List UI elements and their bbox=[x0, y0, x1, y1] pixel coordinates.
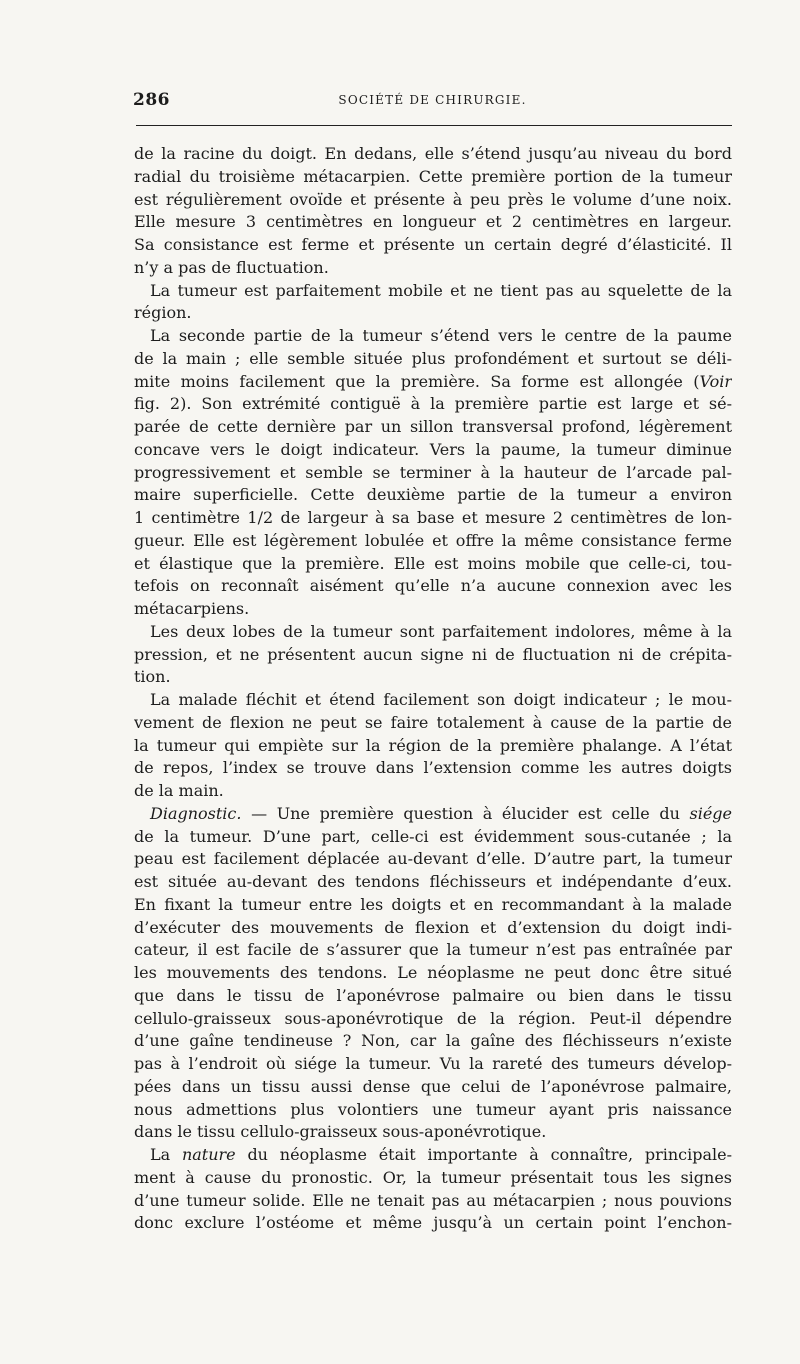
text-line: et élastique que la première. Elle est moins mobile que celle-ci, tou- bbox=[134, 553, 732, 573]
text-line: les mouvements des tendons. Le néoplasme ne peut donc être situé bbox=[134, 963, 732, 982]
text-line: dans le tissu cellulo-graisseux sous-aponévrotique. bbox=[134, 1122, 547, 1142]
text-line: La malade fléchit et étend facilement son doigt indicateur ; le mou- bbox=[150, 690, 732, 709]
text-line: n’y a pas de fluctuation. bbox=[134, 257, 329, 277]
text-line: 1 centimètre 1/2 de largeur à sa base et mesure 2 centimètres de lon- bbox=[134, 508, 732, 527]
page-number: 286 bbox=[133, 90, 170, 110]
text-line: de la main ; elle semble située plus profondément et surtout se déli- bbox=[134, 348, 732, 368]
text-line: parée de cette dernière par un sillon transversal profond, légèrement bbox=[134, 417, 732, 436]
text-line: radial du troisième métacarpien. Cette première portion de la tumeur bbox=[134, 166, 732, 186]
text-line: pas à l’endroit où siége la tumeur. Vu la rareté des tumeurs dévelop- bbox=[134, 1054, 732, 1073]
text-line: vement de flexion ne peut se faire totalement à cause de la partie de bbox=[134, 712, 732, 732]
paragraph bbox=[134, 280, 732, 326]
paragraph bbox=[134, 621, 732, 689]
text-line: d’une tumeur solide. Elle ne tenait pas au métacarpien ; nous pouvions bbox=[134, 1190, 732, 1210]
text-segment: La bbox=[150, 1145, 182, 1164]
text-line: Elle mesure 3 centimètres en longueur et 2 centimètres en largeur. bbox=[134, 212, 732, 232]
paragraph bbox=[134, 143, 732, 280]
text-segment: du néoplasme était importante à connaître, principale- bbox=[235, 1145, 732, 1164]
text-line: tion. bbox=[134, 667, 171, 687]
text-line: Sa consistance est ferme et présente un certain degré d’élasticité. Il bbox=[134, 235, 732, 254]
text-line: La tumeur est parfaitement mobile et ne tient pas au squelette de la bbox=[150, 280, 732, 300]
text-line bbox=[134, 803, 732, 826]
italic-diagnostic: Diagnostic. bbox=[150, 803, 242, 823]
text-line: est située au-devant des tendons fléchisseurs et indépendante d’eux. bbox=[134, 872, 732, 891]
text-line: gueur. Elle est légèrement lobulée et offre la même consistance ferme bbox=[134, 530, 732, 550]
text-line bbox=[134, 371, 732, 394]
text-line: Les deux lobes de la tumeur sont parfaitement indolores, même à la bbox=[150, 621, 732, 641]
paragraph bbox=[134, 803, 732, 1144]
text-line: d’une gaîne tendineuse ? Non, car la gaîne des fléchisseurs n’existe bbox=[134, 1031, 732, 1051]
paragraph bbox=[134, 1144, 732, 1235]
text-line: de la main. bbox=[134, 781, 224, 800]
text-line: fig. 2). Son extrémité contiguë à la première partie est large et sé- bbox=[134, 394, 732, 414]
header-rule bbox=[136, 125, 732, 126]
running-head: SOCIÉTÉ DE CHIRURGIE. bbox=[338, 93, 527, 107]
page-header bbox=[133, 90, 732, 114]
text-line: la tumeur qui empiète sur la région de la première phalange. A l’état bbox=[134, 735, 732, 755]
text-line: pression, et ne présentent aucun signe ni de fluctuation ni de crépita- bbox=[134, 644, 732, 664]
text-line: En fixant la tumeur entre les doigts et en recommandant à la malade bbox=[134, 894, 732, 914]
text-segment: mite moins facilement que la première. Sa forme est allongée ( bbox=[134, 371, 700, 391]
italic-nature: nature bbox=[181, 1145, 236, 1164]
text-line: maire superficielle. Cette deuxième partie de la tumeur a environ bbox=[134, 485, 732, 505]
paragraph bbox=[134, 325, 732, 621]
body-text bbox=[134, 143, 732, 1235]
text-line: région. bbox=[134, 303, 192, 323]
text-line: peau est facilement déplacée au-devant d’elle. D’autre part, la tumeur bbox=[134, 849, 732, 869]
text-line: métacarpiens. bbox=[134, 599, 250, 618]
text-line: cellulo-graisseux sous-aponévrotique de la région. Peut-il dépendre bbox=[134, 1008, 732, 1028]
text-line: progressivement et semble se terminer à la hauteur de l’arcade pal- bbox=[134, 462, 732, 482]
paragraph bbox=[134, 689, 732, 803]
text-line: de repos, l’index se trouve dans l’extension comme les autres doigts bbox=[134, 758, 732, 778]
text-line: tefois on reconnaît aisément qu’elle n’a aucune connexion avec les bbox=[134, 576, 732, 596]
text-line: La seconde partie de la tumeur s’étend vers le centre de la paume bbox=[150, 326, 732, 345]
text-line: de la tumeur. D’une part, celle-ci est évidemment sous-cutanée ; la bbox=[134, 826, 732, 846]
text-line: est régulièrement ovoïde et présente à peu près le volume d’une noix. bbox=[134, 189, 732, 209]
text-line: cateur, il est facile de s’assurer que la tumeur n’est pas entraînée par bbox=[134, 940, 732, 960]
text-segment: — Une première question à élucider est celle du bbox=[241, 803, 690, 823]
italic-voir: Voir bbox=[699, 371, 732, 391]
italic-siege: siége bbox=[689, 803, 732, 823]
text-line: nous admettions plus volontiers une tumeur ayant pris naissance bbox=[134, 1099, 732, 1119]
text-line: de la racine du doigt. En dedans, elle s’étend jusqu’au niveau du bord bbox=[134, 144, 732, 163]
text-line: pées dans un tissu aussi dense que celui de l’aponévrose palmaire, bbox=[134, 1076, 732, 1096]
text-line: d’exécuter des mouvements de flexion et d’extension du doigt indi- bbox=[134, 917, 732, 937]
text-line: ment à cause du pronostic. Or, la tumeur présentait tous les signes bbox=[134, 1167, 732, 1187]
text-line: donc exclure l’ostéome et même jusqu’à un certain point l’enchon- bbox=[134, 1213, 732, 1233]
text-line bbox=[134, 1144, 732, 1167]
text-line: concave vers le doigt indicateur. Vers la paume, la tumeur diminue bbox=[134, 439, 732, 459]
text-line: que dans le tissu de l’aponévrose palmaire ou bien dans le tissu bbox=[134, 985, 732, 1005]
